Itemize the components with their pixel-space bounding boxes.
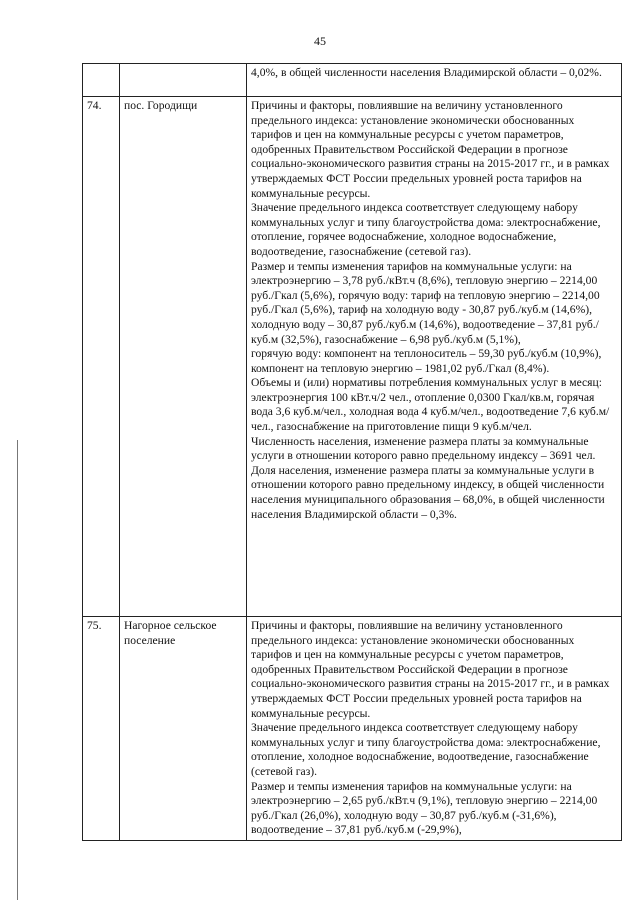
row-description <box>247 617 622 841</box>
tariff-table <box>82 63 622 841</box>
description-paragraph: Объемы и (или) нормативы потребления коммунальных услуг в месяц: электроэнергия 100 кВт.ч/2 чел., отопление 0,0300 Гкал/кв.м, горячая вода 3,6 куб.м/чел., холодная вода 4 куб.м/чел., водоотведение 7,6 куб.м/чел., газоснабжение на приготовление пищи 9 куб.м/чел. <box>251 376 610 434</box>
page-number: 45 <box>314 34 326 48</box>
table-row <box>83 64 622 97</box>
description-paragraph: Численность населения, изменение размера платы за коммунальные услуги в отношении которого равно предельному индексу – 3691 чел. <box>251 434 596 463</box>
table-row <box>83 617 622 841</box>
municipality-name: пос. Городищи <box>120 97 247 617</box>
row-description <box>247 97 622 617</box>
row-number: 75. <box>83 617 120 841</box>
row-number <box>83 64 120 97</box>
description-paragraph: Значение предельного индекса соответствует следующему набору коммунальных услуг и типу благоустройства дома: электроснабжение, отопление, холодное водоснабжение, водоотведение, газоснабжение (сетевой газ). <box>251 721 601 778</box>
table-row <box>83 97 622 617</box>
description-paragraph: Размер и темпы изменения тарифов на коммунальные услуги: на электроэнергию – 2,65 руб./кВт.ч (9,1%), тепловую энергию – 2214,00 руб./Гкал (26,0%), холодную воду – 30,87 руб./куб.м (-31,6%), водоотведение – 37,81 руб./куб.м (-29,9%), <box>251 779 598 837</box>
row-number: 74. <box>83 97 120 617</box>
description-paragraph: Размер и темпы изменения тарифов на коммунальные услуги: на электроэнергию – 3,78 руб./кВт.ч (8,6%), тепловую энергию – 2214,00 руб./Гкал (5,6%), горячую воду: тариф на тепловую энергию – 2214,00 руб./Гкал (5,6%), тариф на холодную воду - 30,87 руб./куб.м (14,6%), холодную воду – 30,87 руб./куб.м (14,6%), водоотведение – 37,81 руб./куб.м (32,5%), газоснабжение – 6,98 руб./куб.м (5,1%), <box>251 259 600 346</box>
scan-edge-line <box>17 440 18 900</box>
municipality-name: Нагорное сельское поселение <box>120 617 247 841</box>
description-paragraph: Значение предельного индекса соответствует следующему набору коммунальных услуг и типу благоустройства дома: электроснабжение, отопление, горячее водоснабжение, холодное водоснабжение, водоотведение, газоснабжение (сетевой газ). <box>251 201 601 258</box>
row-description <box>247 64 622 97</box>
description-paragraph: горячую воду: компонент на теплоноситель – 59,30 руб./куб.м (10,9%), компонент на тепловую энергию – 1981,02 руб./Гкал (8,4%). <box>251 347 602 375</box>
municipality-name <box>120 64 247 97</box>
description-paragraph: Причины и факторы, повлиявшие на величину установленного предельного индекса: установление экономически обоснованных тарифов и цен на коммунальные ресурсы с учетом параметров, одобренных Правительством Российской Федерации в прогнозе социально-экономического развития страны на 2015-2017 гг., и в рамках утверждаемых ФСТ России предельных уровней роста тарифов на коммунальные ресурсы. <box>251 619 610 720</box>
description-paragraph: Доля населения, изменение размера платы за коммунальные услуги в отношении которого равно предельному индексу, в общей численности населения муниципального образования – 68,0%, в общей численности населения Владимирской области – 0,3%. <box>251 463 605 521</box>
description-paragraph: 4,0%, в общей численности населения Владимирской области – 0,02%. <box>251 66 602 79</box>
description-paragraph: Причины и факторы, повлиявшие на величину установленного предельного индекса: установление экономически обоснованных тарифов и цен на коммунальные ресурсы с учетом параметров, одобренных Правительством Российской Федерации в прогнозе социально-экономического развития страны на 2015-2017 гг., и в рамках утверждаемых ФСТ России предельных уровней роста тарифов на коммунальные ресурсы. <box>251 99 610 200</box>
